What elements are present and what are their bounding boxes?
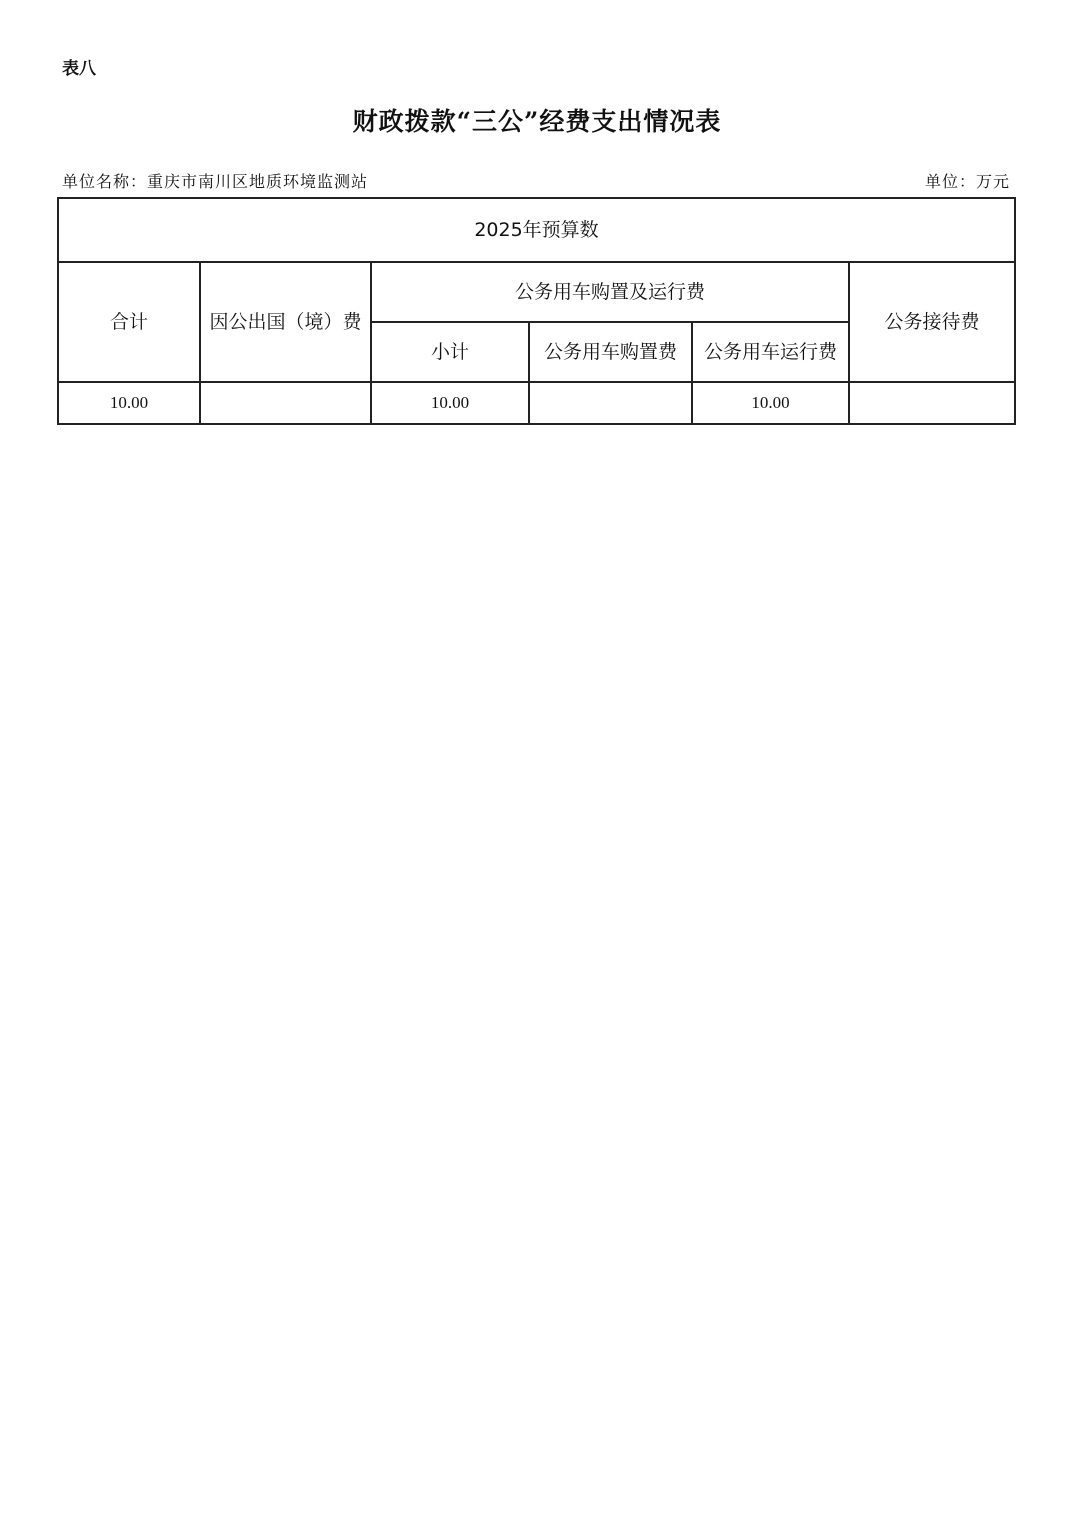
- col-total-header: 合计: [58, 262, 200, 382]
- col-subtotal-header: 小计: [371, 322, 529, 382]
- col-abroad-header: 因公出国（境）费: [200, 262, 371, 382]
- unit-name: 单位名称：重庆市南川区地质环境监测站: [62, 172, 369, 191]
- cell-reception: [849, 382, 1015, 424]
- page-title: 财政拨款“三公”经费支出情况表: [352, 107, 722, 136]
- col-reception-header: 公务接待费: [849, 262, 1015, 382]
- cell-abroad: [200, 382, 371, 424]
- col-vehicle-group-header: 公务用车购置及运行费: [371, 262, 849, 322]
- cell-vehicle-purchase: [529, 382, 692, 424]
- cell-vehicle-operation: 10.00: [692, 382, 849, 424]
- table-header-row: [58, 262, 1015, 322]
- cell-subtotal: 10.00: [371, 382, 529, 424]
- year-header: 2025年预算数: [58, 198, 1015, 262]
- cell-total: 10.00: [58, 382, 200, 424]
- three-public-expenses-table: [57, 197, 1016, 425]
- col-vehicle-purchase-header: 公务用车购置费: [529, 322, 692, 382]
- col-vehicle-operation-header: 公务用车运行费: [692, 322, 849, 382]
- table-row: [58, 382, 1015, 424]
- table-number: 表八: [62, 59, 96, 79]
- table-header-row: [58, 198, 1015, 262]
- unit-label: 单位：万元: [924, 172, 1010, 191]
